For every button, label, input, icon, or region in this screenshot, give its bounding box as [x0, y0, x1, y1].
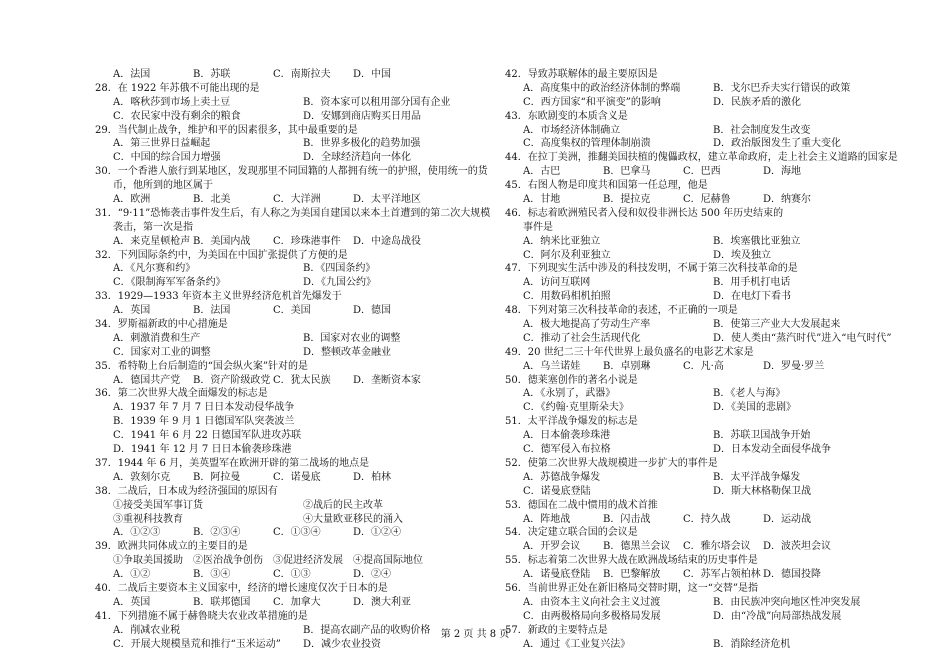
option: A．市场经济体制确立: [523, 124, 621, 136]
option: C．高度集权的管理体制崩溃: [523, 138, 651, 150]
option: D．太平洋地区: [353, 194, 422, 206]
options-row: [505, 276, 905, 290]
question-stem: 48．下列对第三次科技革命的表述，不正确的一项是: [505, 305, 738, 317]
option: B．使第三产业大大发展起来: [713, 319, 841, 331]
option: A．欧洲: [113, 194, 151, 206]
question-stem: 44．在拉丁美洲，推翻美国扶植的傀儡政权，建立革命政府，走上社会主义道路的国家是: [505, 152, 898, 164]
option: A．来克星顿枪声: [113, 235, 191, 247]
option: A．①②: [113, 569, 151, 581]
option: D．①②④: [353, 527, 402, 539]
option: C．大洋洲: [273, 194, 321, 206]
option: C．推动了社会生活现代化: [523, 332, 641, 344]
question-stem: 37．1944 年 6 月，美英盟军在欧洲开辟的第二战场的地点是: [95, 457, 370, 469]
option: A．访问互联网: [523, 277, 591, 289]
options-row: [95, 137, 495, 151]
question-continuation: 币，他所到的地区属于: [113, 180, 213, 192]
options-row: [505, 485, 905, 499]
option: D．波茨坦会议: [763, 541, 832, 553]
option: A．日本偷袭珍珠港: [523, 430, 611, 442]
option: B．联邦德国: [193, 596, 251, 608]
option: D．②④: [353, 569, 392, 581]
options-row: [95, 193, 495, 207]
options-row: [95, 471, 495, 485]
option: C．德军侵入布拉格: [523, 444, 611, 456]
options-row: [505, 360, 905, 374]
question-stem: 46．标志着欧洲殖民者入侵和奴役非洲长达 500 年历史结束的: [505, 207, 784, 219]
option: D．垄断资本家: [353, 374, 422, 386]
options-row: [95, 526, 495, 540]
option: B．法国: [193, 305, 231, 317]
options-row: [505, 471, 905, 485]
options-row: [505, 235, 905, 249]
question-stem: 54．决定建立联合国的会议是: [505, 527, 638, 539]
option: C．诺曼底登陆: [523, 485, 591, 497]
question-stem: 43．东欧剧变的本质含义是: [505, 110, 628, 122]
option: D．中国: [353, 69, 392, 80]
question-stem: 34．罗斯福新政的中心措施是: [95, 319, 228, 331]
question-stem: 57．新政的主要特点是: [505, 624, 608, 636]
option: D．德国: [353, 305, 392, 317]
question-continuation: 袭击，第一次是指: [113, 221, 193, 233]
option: B．提高农副产品的收购价格: [303, 624, 431, 636]
options-row: [95, 96, 495, 110]
option: A．法国: [113, 69, 151, 80]
option: A．1937 年 7 月 7 日日本发动侵华战争: [113, 402, 295, 414]
option: D．由“冷战”向局部热战发展: [713, 610, 842, 622]
option: D．中途岛战役: [353, 235, 422, 247]
options-row: [95, 554, 495, 568]
options-row: [505, 318, 905, 332]
option: C．农民家中没有剩余的粮食: [113, 110, 241, 122]
option: A．《凡尔赛和约》: [113, 263, 196, 275]
option: A．《永别了，武器》: [523, 388, 616, 400]
option: C．凡·高: [683, 360, 724, 372]
option: C．犹太民族: [273, 374, 331, 386]
option: B．资产阶级政党: [193, 374, 271, 386]
option: B．消除经济危机: [713, 638, 791, 650]
options-row: [505, 193, 905, 207]
option: D．日本发动全面侵华战争: [713, 444, 832, 456]
question-stem: 50．德莱塞创作的著名小说是: [505, 374, 638, 386]
option: D．1941 年 12 月 7 日日本偷袭珍珠港: [113, 444, 292, 456]
option: A．古巴: [523, 166, 561, 178]
option: B．《老人与海》: [713, 388, 786, 400]
option: A．诺曼底登陆: [523, 569, 591, 581]
option: B．太平洋战争爆发: [713, 471, 801, 483]
options-row: [95, 568, 495, 582]
option: ④大量欧亚移民的涌入: [303, 513, 403, 525]
option: B．德黑兰会议: [603, 541, 671, 553]
options-row: [505, 290, 905, 304]
options-row: [505, 249, 905, 263]
question-stem: 56．当前世界正处在新旧格局交替时期，这一“交替”是指: [505, 582, 758, 594]
option: D．斯大林格勒保卫战: [713, 485, 812, 497]
option: C．国家对工业的调整: [113, 346, 211, 358]
option: D．全球经济趋向一体化: [303, 152, 412, 164]
option: B．世界多极化的趋势加强: [303, 138, 421, 150]
option: B．埃塞俄比亚独立: [713, 235, 801, 247]
options-row: [95, 596, 495, 610]
option: A．开罗会议: [523, 541, 581, 553]
option: ②医治战争创伤: [193, 555, 263, 567]
options-row: [505, 610, 905, 624]
option: B．闪击战: [603, 513, 651, 525]
option: B．巴黎解放: [603, 569, 661, 581]
options-row: [505, 82, 905, 96]
option: C．1941 年 6 月 22 日德国军队进攻苏联: [113, 430, 302, 442]
option: A．削减农业税: [113, 624, 181, 636]
options-row: [505, 401, 905, 415]
question-stem: 28．在 1922 年苏俄不可能出现的是: [95, 82, 260, 94]
option: D．减少农业投资: [303, 638, 382, 650]
option: B．提拉克: [603, 194, 651, 206]
option: B．巴拿马: [603, 166, 651, 178]
option: A．由资本主义向社会主义过渡: [523, 596, 661, 608]
option: D．运动战: [763, 513, 812, 525]
option: C．用数码相机拍照: [523, 291, 611, 303]
option: A．乌兰诺娃: [523, 360, 581, 372]
option: D．海地: [763, 166, 802, 178]
option: B．1939 年 9 月 1 日德国军队突袭波兰: [113, 416, 295, 428]
question-continuation: 事件是: [523, 221, 553, 233]
option: B．北美: [193, 194, 231, 206]
option: ②战后的民主改革: [303, 499, 383, 511]
option: C．尼赫鲁: [683, 194, 731, 206]
option: C．阿尔及利亚独立: [523, 249, 611, 261]
option: A．①②③: [113, 527, 161, 539]
option: A．甘地: [523, 194, 561, 206]
question-stem: 38．二战后，日本成为经济强国的原因有: [95, 485, 278, 497]
option: D．罗曼·罗兰: [763, 360, 825, 372]
option: D．《九国公约》: [303, 277, 377, 289]
option: D．民族矛盾的激化: [713, 96, 802, 108]
option: C．美国: [273, 305, 311, 317]
options-row: [505, 137, 905, 151]
question-stem: 31．“9·11”恐怖袭击事件发生后，有人称之为美国自建国以来本土首遭到的第二次大规模: [95, 207, 491, 219]
option: B．由民族冲突向地区性冲突发展: [713, 596, 861, 608]
option: B．社会制度发生改变: [713, 124, 811, 136]
question-stem: 47．下列现实生活中涉及的科技发明，不属于第三次科技革命的是: [505, 263, 798, 275]
option: B．卓别琳: [603, 360, 651, 372]
options-row: [95, 262, 495, 276]
question-stem: 45．右图人物是印度共和国第一任总理，他是: [505, 180, 708, 192]
question-stem: 41．下列措施不属于赫鲁晓夫农业改革措施的是: [95, 610, 308, 622]
option: C．①③④: [273, 527, 321, 539]
question-stem: 51．太平洋战争爆发的标志是: [505, 416, 638, 428]
option: C．中国的综合国力增强: [113, 152, 221, 164]
option: D．埃及独立: [713, 249, 772, 261]
option: D．在电灯下看书: [713, 291, 792, 303]
option: C．西方国家“和平演变”的影响: [523, 96, 661, 108]
option: A．英国: [113, 596, 151, 608]
question-stem: 32．下列国际条约中，为美国在中国扩张提供了方便的是: [95, 249, 348, 261]
options-row: [95, 110, 495, 124]
option: C．①③: [273, 569, 311, 581]
option: C．诺曼底: [273, 471, 321, 483]
options-row: [505, 429, 905, 443]
option: C．加拿大: [273, 596, 321, 608]
question-stem: 42．导致苏联解体的最主要原因是: [505, 69, 658, 80]
options-row: [95, 374, 495, 388]
options-row: [505, 387, 905, 401]
option: A．德国共产党: [113, 374, 181, 386]
option: D．整顿改革金融业: [303, 346, 392, 358]
option: ①接受美国军事订货: [113, 499, 203, 511]
question-stem: 52．使第二次世界大战规模进一步扩大的事件是: [505, 457, 718, 469]
option: ①争取美国援助: [113, 555, 183, 567]
question-stem: 53．德国在二战中惯用的战术首推: [505, 499, 658, 511]
option: A．刺激消费和生产: [113, 332, 201, 344]
option: A．英国: [113, 305, 151, 317]
question-stem: 49．20 世纪二三十年代世界上最负盛名的电影艺术家是: [505, 346, 754, 358]
option: C．苏军占领柏林: [683, 569, 761, 581]
option: C．《限制海军军备条约》: [113, 277, 226, 289]
question-stem: 36．第二次世界大战全面爆发的标志是: [95, 388, 268, 400]
right-column: [505, 68, 905, 651]
option: B．《四国条约》: [303, 263, 376, 275]
option: C．由两极格局向多极格局发展: [523, 610, 661, 622]
left-column: [95, 68, 495, 651]
option: B．用手机打电话: [713, 277, 791, 289]
option: A．通过《工业复兴法》: [523, 638, 631, 650]
option: A．敦刻尔克: [113, 471, 171, 483]
option: A．高度集中的政治经济体制的弊端: [523, 82, 681, 94]
option: D．政治版图发生了重大变化: [713, 138, 842, 150]
option: B．苏联: [193, 69, 231, 80]
options-row: [95, 304, 495, 318]
option: D．柏林: [353, 471, 392, 483]
option: C．珍珠港事件: [273, 235, 341, 247]
options-row: [95, 235, 495, 249]
option: B．国家对农业的调整: [303, 332, 401, 344]
options-row: [95, 68, 495, 82]
option: C．雅尔塔会议: [683, 541, 751, 553]
option: D．澳大利亚: [353, 596, 412, 608]
option: C．南斯拉夫: [273, 69, 331, 80]
option: D．安娜到商店购买日用品: [303, 110, 422, 122]
option: A．第三世界日益崛起: [113, 138, 211, 150]
option: C．《约翰·克里斯朵夫》: [523, 402, 629, 414]
options-row: [95, 513, 495, 527]
option: B．资本家可以租用部分国有企业: [303, 96, 451, 108]
options-row: [505, 124, 905, 138]
option: B．美国内战: [193, 235, 251, 247]
option: C．持久战: [683, 513, 731, 525]
question-stem: 30．一个香港人旅行到某地区，发现那里不同国籍的人都拥有统一的护照，使用统一的货: [95, 166, 488, 178]
option: B．苏联卫国战争开始: [713, 430, 811, 442]
options-row: [505, 96, 905, 110]
options-row: [505, 596, 905, 610]
options-row: [95, 332, 495, 346]
options-row: [505, 332, 905, 346]
question-stem: 40．二战后主要资本主义国家中，经济的增长速度仅次于日本的是: [95, 582, 388, 594]
option: A．纳米比亚独立: [523, 235, 601, 247]
options-row: [95, 499, 495, 513]
options-row: [505, 443, 905, 457]
options-row: [95, 346, 495, 360]
options-row: [95, 151, 495, 165]
question-stem: 35．希特勒上台后制造的“国会纵火案”针对的是: [95, 360, 308, 372]
question-stem: 29．当代制止战争，维护和平的因素很多，其中最重要的是: [95, 124, 358, 136]
option: D．德国投降: [763, 569, 822, 581]
option: D．使人类由“蒸汽时代”进入“电气时代”: [713, 332, 892, 344]
options-row: [505, 568, 905, 582]
option: D．《美国的悲剧》: [713, 402, 797, 414]
question-stem: 55．标志着第二次世界大战在欧洲战场结束的历史事件是: [505, 555, 758, 567]
page-footer: 第 2 页 共 8 页: [440, 629, 510, 640]
option: C．开展大规模垦荒和推行“玉米运动”: [113, 638, 281, 650]
question-stem: 33．1929—1933 年资本主义世界经济危机首先爆发于: [95, 291, 342, 303]
option: A．极大地提高了劳动生产率: [523, 319, 651, 331]
option: A．喀秋莎到市场上卖土豆: [113, 96, 231, 108]
option: B．③④: [193, 569, 231, 581]
options-row: [505, 540, 905, 554]
option: B．戈尔巴乔夫实行错误的政策: [713, 82, 851, 94]
option: ④提高国际地位: [353, 555, 423, 567]
options-row: [505, 513, 905, 527]
option: ③重视科技教育: [113, 513, 183, 525]
option: A．阵地战: [523, 513, 571, 525]
option: B．阿拉曼: [193, 471, 241, 483]
options-row: [505, 165, 905, 179]
option: ③促进经济发展: [273, 555, 343, 567]
option: C．巴西: [683, 166, 721, 178]
option: B．②③④: [193, 527, 241, 539]
option: A．苏德战争爆发: [523, 471, 601, 483]
question-stem: 39．欧洲共同体成立的主要目的是: [95, 541, 248, 553]
option: D．纳赛尔: [763, 194, 812, 206]
options-row: [95, 276, 495, 290]
